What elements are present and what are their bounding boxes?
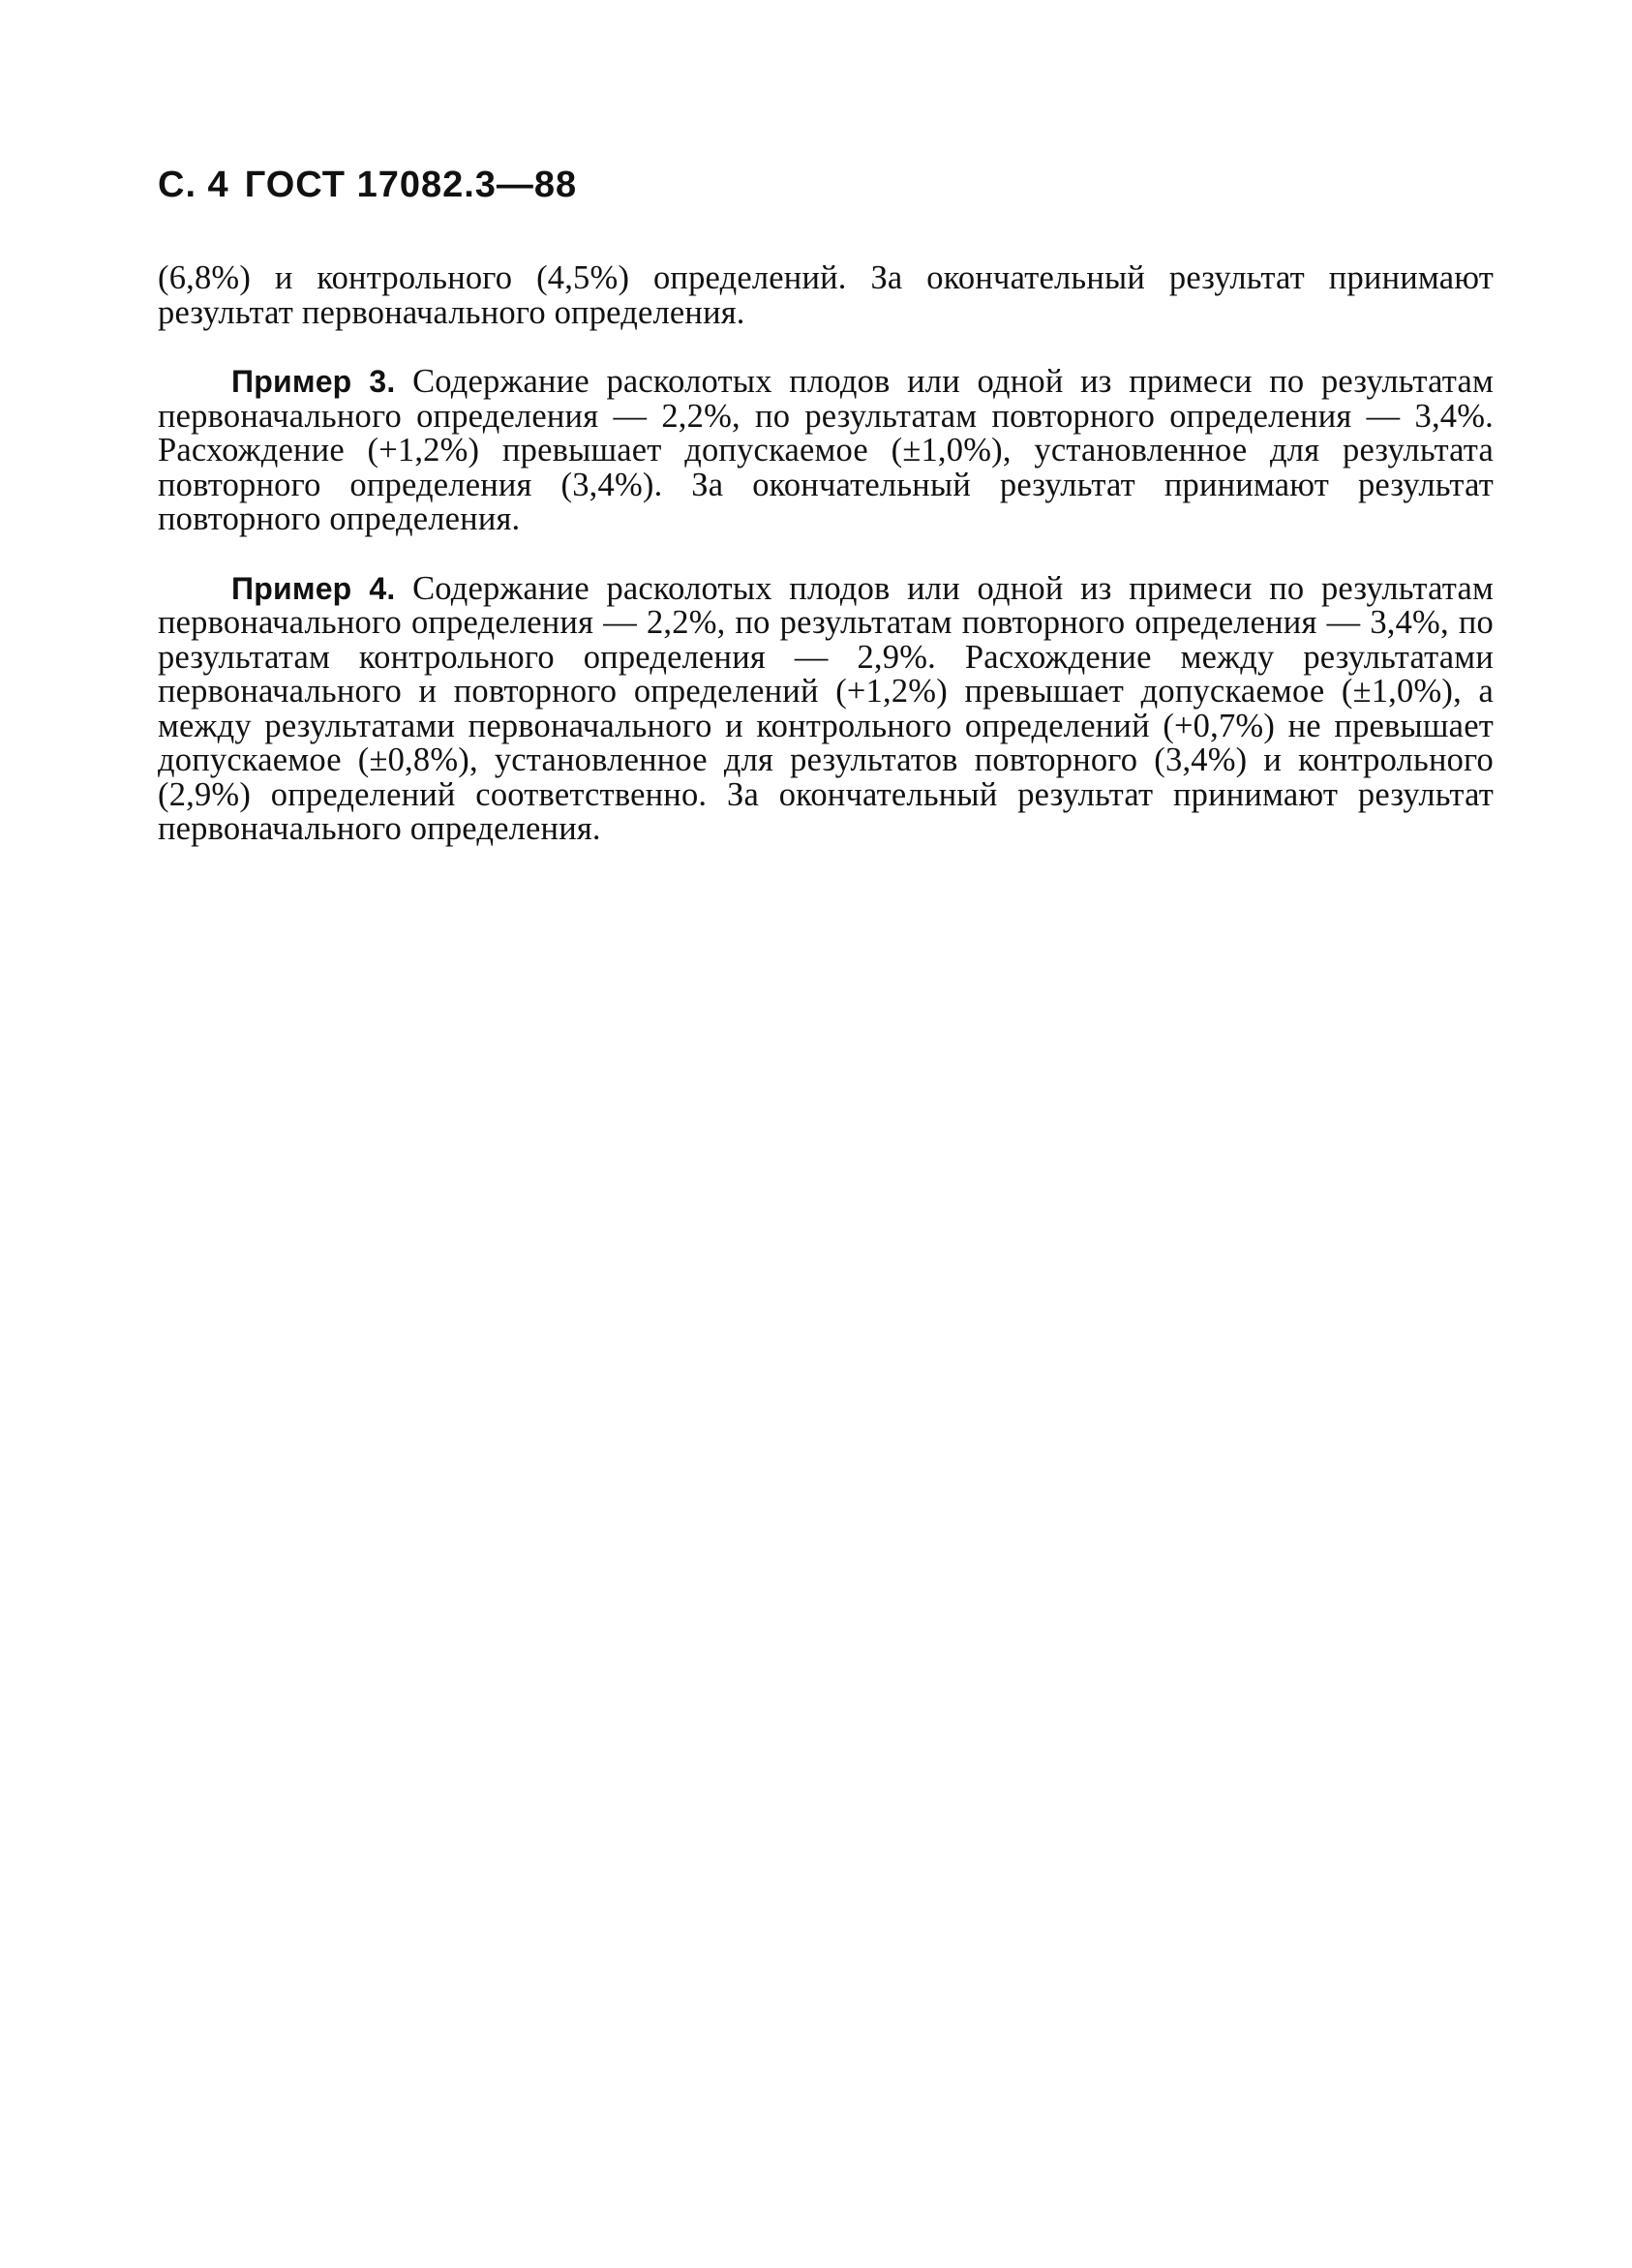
standard-designation: ГОСТ 17082.3—88 — [244, 165, 578, 205]
example-4-text: Содержание расколотых плодов или одной из примеси по результатам первоначального определения — 2,2%, по результатам повторного определения — 3,4%, по результатам контрольного определения — 2,9%. Расхождение между результатами первоначального и повторного определений (+1,2%) превышает допускаемое (±1,0%), а между результатами первоначального и контрольного определений (+0,7%) не превышает допускаемое (±0,8%), установленное для результатов повторного (3,4%) и контрольного (2,9%) определений соответственно. За окончательный результат принимают результат первоначального определения. — [158, 569, 1494, 847]
example-3-label: Пример 3. — [231, 364, 396, 399]
example-3-text: Содержание расколотых плодов или одной из примеси по результатам первоначального определения — 2,2%, по результатам повторного определения — 3,4%. Расхождение (+1,2%) превышает допускаемое (±1,0%), установленное для результата повторного определения (3,4%). За окончательный результат принимают результат повторного определения. — [158, 363, 1494, 537]
continued-paragraph: (6,8%) и контрольного (4,5%) определений. За окончательный результат принимают результат первоначального определения. — [158, 259, 1494, 331]
document-body — [158, 261, 1494, 847]
example-4-paragraph — [158, 569, 1494, 847]
example-4-label: Пример 4. — [231, 570, 396, 606]
page-number: С. 4 — [158, 165, 229, 205]
page-header — [158, 165, 577, 206]
example-3-paragraph — [158, 365, 1494, 537]
